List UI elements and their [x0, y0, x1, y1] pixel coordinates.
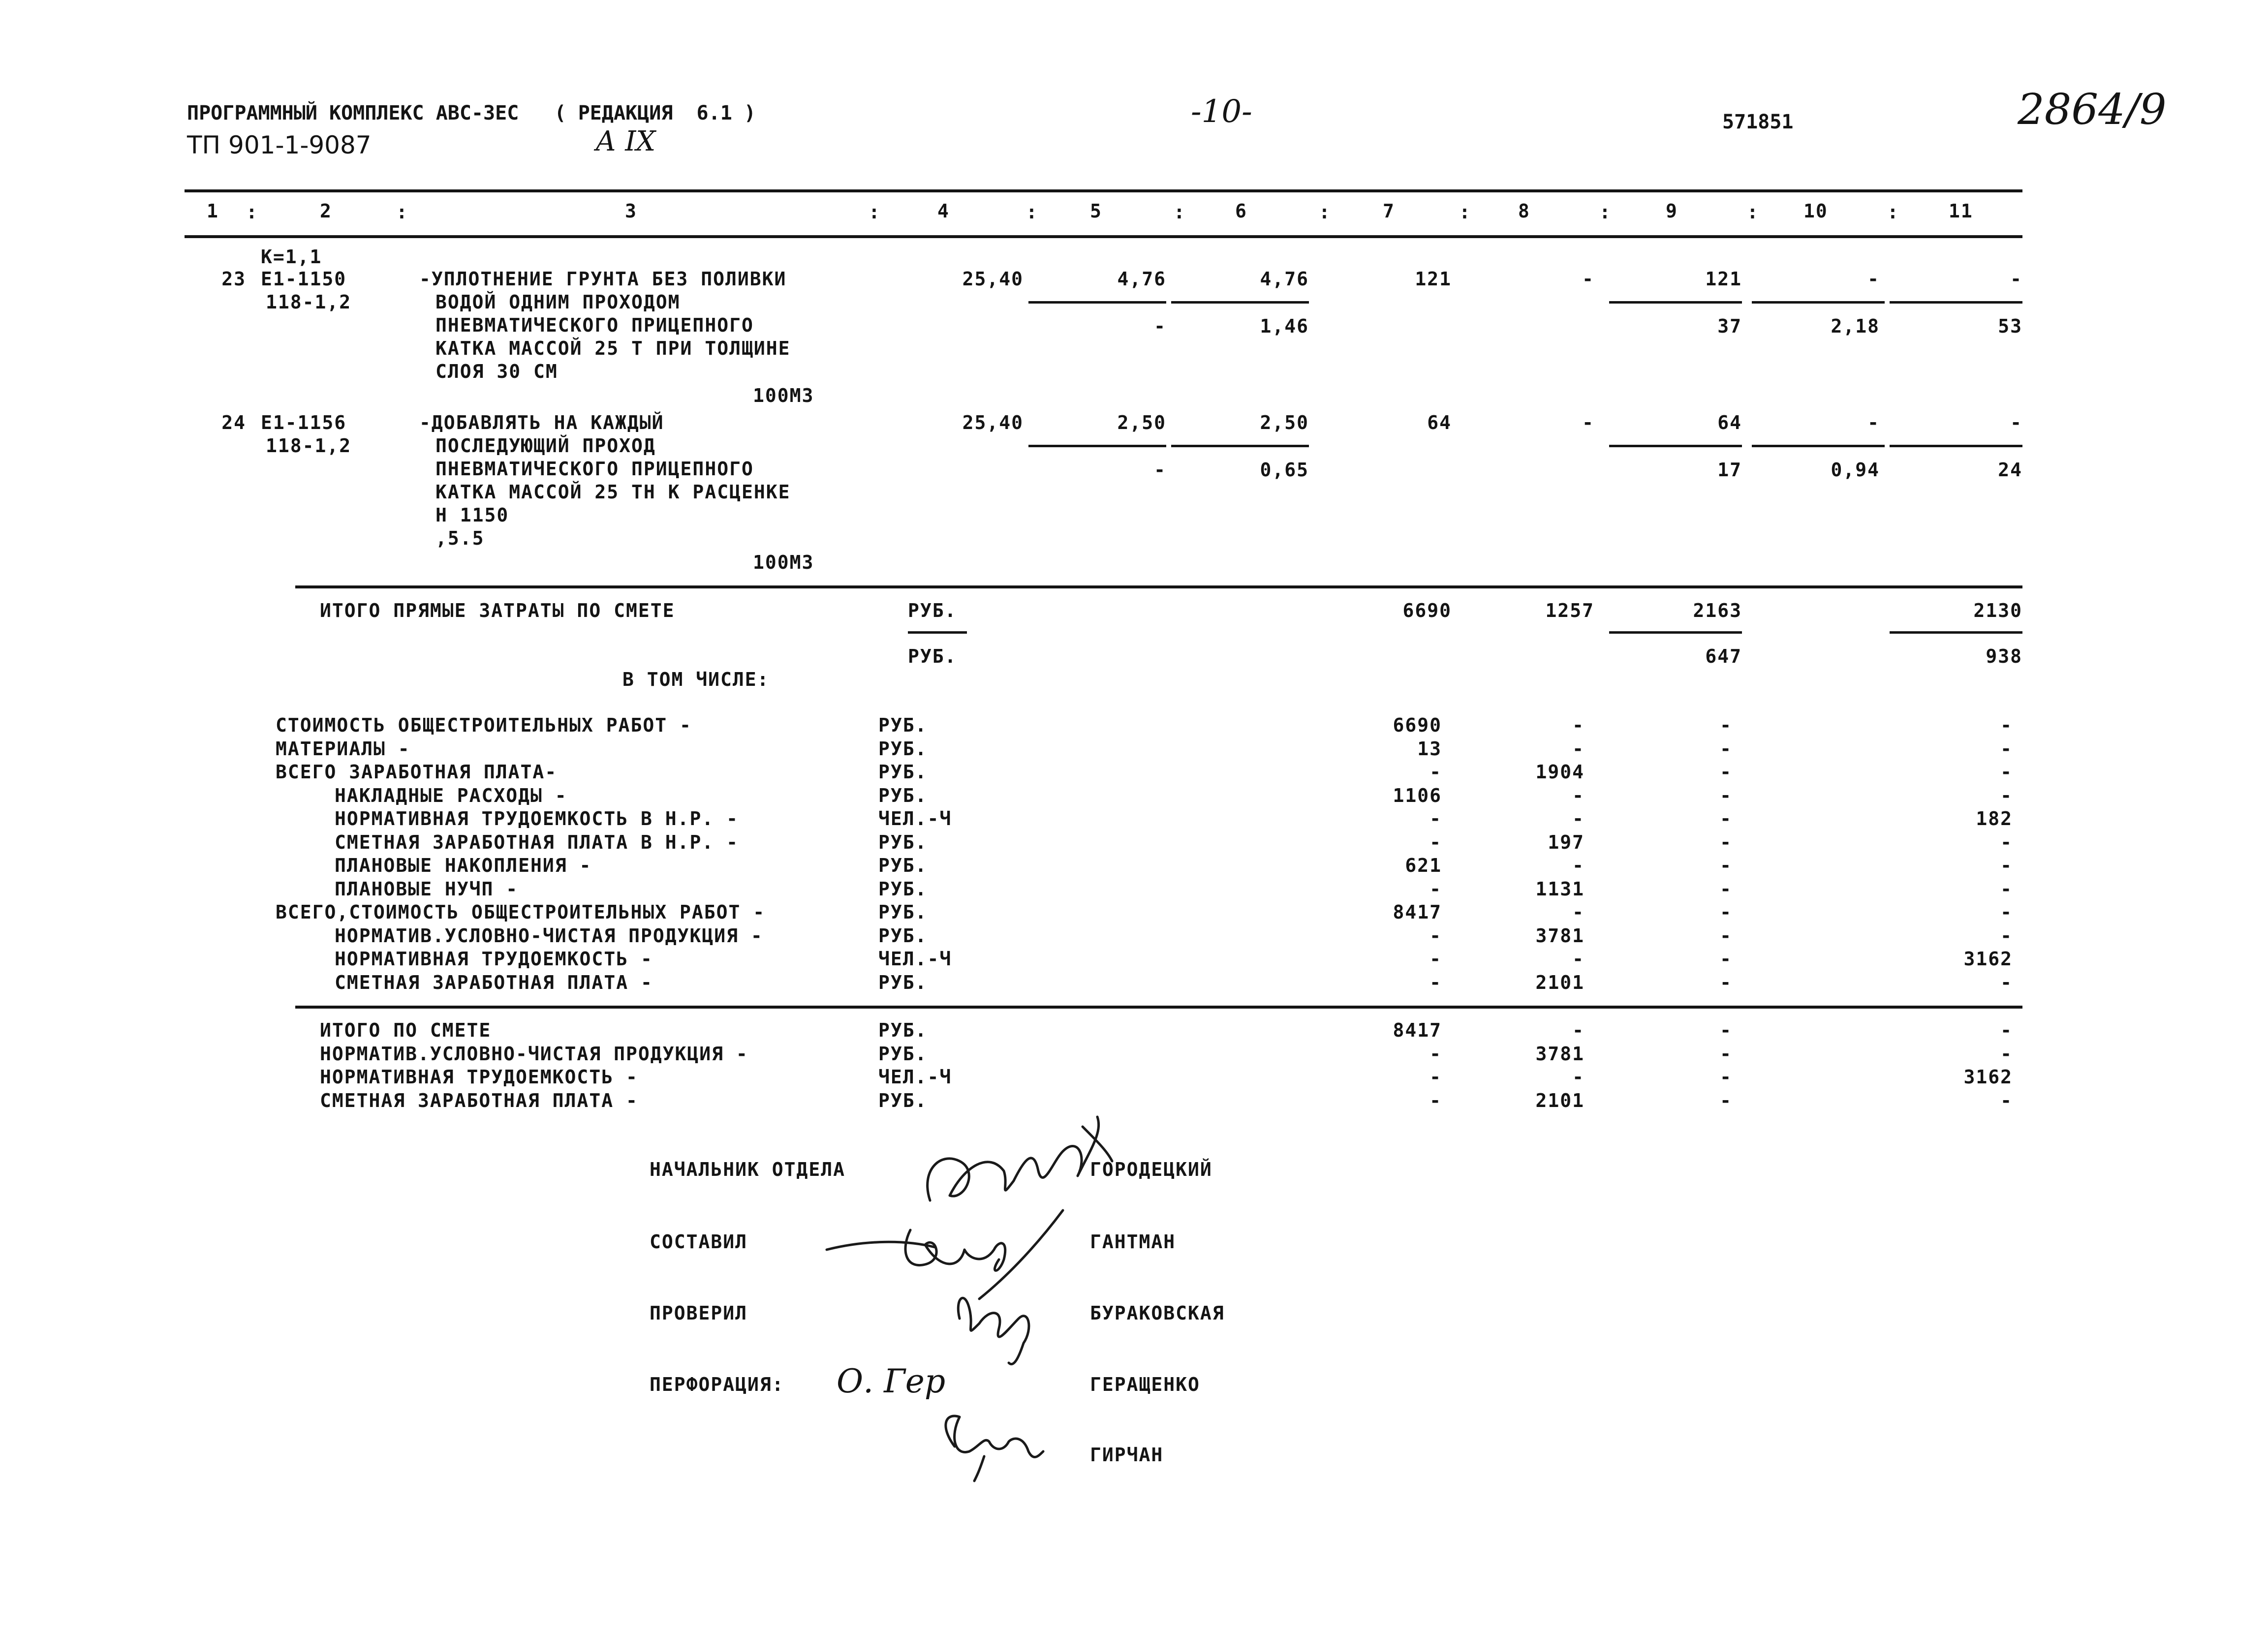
- summary-row-c9: -: [1720, 1043, 1732, 1065]
- breakdown-row-c9: -: [1720, 948, 1732, 970]
- breakdown-row-c8: 2101: [1535, 971, 1584, 993]
- column-separator: :: [1459, 201, 1471, 223]
- item-code-secondary: 118-1,2: [266, 291, 352, 313]
- breakdown-row-unit: РУБ.: [878, 901, 928, 923]
- summary-top-rule: [295, 1006, 2022, 1009]
- breakdown-row-c8: -: [1572, 714, 1584, 736]
- header-top-rule: [185, 189, 2022, 192]
- document-code: 571851: [1722, 111, 1794, 133]
- item-quantity: 25,40: [962, 412, 1024, 433]
- item-cost: 64: [1427, 412, 1452, 433]
- fraction-rule: [1171, 445, 1309, 447]
- item-description-line: СЛОЯ 30 СМ: [435, 361, 558, 382]
- page-number: -10-: [1191, 93, 1252, 130]
- column-number-4: 4: [937, 200, 950, 222]
- signature-name: ГОРОДЕЦКИЙ: [1090, 1159, 1212, 1180]
- breakdown-row-unit: РУБ.: [878, 971, 928, 993]
- item-cost-col8: -: [1582, 268, 1594, 290]
- item-code: Е1-1150: [261, 268, 347, 290]
- header-bottom-rule: [185, 235, 2022, 238]
- item-cost-col9-wage: 37: [1717, 315, 1742, 337]
- column-separator: :: [1319, 201, 1331, 223]
- breakdown-row-c9: -: [1720, 761, 1732, 783]
- breakdown-row-unit: РУБ.: [878, 714, 928, 736]
- breakdown-row-c9: -: [1720, 971, 1732, 993]
- breakdown-row-c11: -: [2000, 761, 2013, 783]
- total-direct-unit-2: РУБ.: [908, 645, 957, 667]
- breakdown-row-c8: 197: [1548, 831, 1584, 853]
- signature-role: НАЧАЛЬНИК ОТДЕЛА: [650, 1159, 846, 1180]
- signature-head-of-department: [928, 1117, 1112, 1299]
- summary-row-c9: -: [1720, 1019, 1732, 1041]
- fraction-rule: [1028, 301, 1166, 304]
- summary-row-c9: -: [1720, 1066, 1732, 1088]
- item-number: 23: [221, 268, 246, 290]
- breakdown-row-c7: -: [1429, 878, 1442, 900]
- fraction-rule: [1609, 301, 1742, 304]
- breakdown-row-unit: РУБ.: [878, 761, 928, 783]
- breakdown-row-label: МАТЕРИАЛЫ -: [276, 738, 410, 760]
- summary-row-c8: 2101: [1535, 1089, 1584, 1111]
- column-separator: :: [1887, 201, 1899, 223]
- total-direct-col11: 2130: [1973, 600, 2022, 621]
- column-number-2: 2: [320, 200, 332, 222]
- fraction-rule: [1752, 445, 1885, 447]
- column-number-11: 11: [1949, 200, 1973, 222]
- item-description-line: ,5.5: [435, 527, 485, 549]
- total-direct-col9: 2163: [1693, 600, 1742, 621]
- summary-row-unit: РУБ.: [878, 1089, 928, 1111]
- breakdown-row-unit: РУБ.: [878, 878, 928, 900]
- item-total-labor: -: [2010, 412, 2022, 433]
- breakdown-row-c7: -: [1429, 831, 1442, 853]
- summary-row-c7: -: [1429, 1066, 1442, 1088]
- item-cost: 121: [1415, 268, 1452, 290]
- item-total-labor: -: [2010, 268, 2022, 290]
- column-number-9: 9: [1666, 200, 1678, 222]
- sheet-id: 2864/9: [2018, 85, 2167, 134]
- item-cost-col9-wage: 17: [1717, 459, 1742, 481]
- breakdown-row-c7: -: [1429, 924, 1442, 947]
- column-separator: :: [246, 201, 258, 223]
- fraction-rule: [1890, 301, 2022, 304]
- summary-row-unit: РУБ.: [878, 1019, 928, 1041]
- summary-row-c8: 3781: [1535, 1043, 1584, 1065]
- breakdown-row-c11: -: [2000, 924, 2013, 947]
- summary-row-c9: -: [1720, 1089, 1732, 1111]
- breakdown-row-c11: -: [2000, 901, 2013, 923]
- item-total-labor-hours: 53: [1998, 315, 2022, 337]
- signature-role: ПРОВЕРИЛ: [650, 1302, 748, 1324]
- breakdown-row-c9: -: [1720, 808, 1732, 830]
- breakdown-row-c7: 13: [1417, 738, 1442, 760]
- item-code-secondary: 118-1,2: [266, 435, 352, 457]
- breakdown-row-c8: -: [1572, 948, 1584, 970]
- program-header: ПРОГРАММНЫЙ КОМПЛЕКС АВС-3ЕС ( РЕДАКЦИЯ 6.1 ): [187, 102, 756, 124]
- breakdown-row-c7: -: [1429, 948, 1442, 970]
- column-number-1: 1: [207, 200, 219, 222]
- item-description-line: КАТКА МАССОЙ 25 Т ПРИ ТОЛЩИНЕ: [435, 338, 791, 359]
- breakdown-row-label: ВСЕГО,СТОИМОСТЬ ОБЩЕСТРОИТЕЛЬНЫХ РАБОТ -: [276, 901, 766, 923]
- breakdown-row-c11: -: [2000, 831, 2013, 853]
- item-cost-col9: 64: [1717, 412, 1742, 433]
- album-mark: А IX: [595, 125, 656, 157]
- including-label: В ТОМ ЧИСЛЕ:: [622, 669, 770, 690]
- breakdown-row-c8: -: [1572, 855, 1584, 876]
- breakdown-row-c9: -: [1720, 878, 1732, 900]
- summary-row-c8: -: [1572, 1066, 1584, 1088]
- breakdown-row-c8: -: [1572, 901, 1584, 923]
- item-unit-price-wage: -: [1154, 459, 1166, 481]
- summary-row-c11: -: [2000, 1043, 2013, 1065]
- breakdown-row-unit: РУБ.: [878, 738, 928, 760]
- column-number-3: 3: [625, 200, 637, 222]
- item-unit-price: 4,76: [1117, 268, 1166, 290]
- breakdown-row-c8: 3781: [1535, 924, 1584, 947]
- breakdown-row-c11: -: [2000, 855, 2013, 876]
- signature-checked-by: [958, 1298, 1029, 1364]
- item-labor-hours: 2,18: [1831, 315, 1880, 337]
- column-separator: :: [396, 201, 408, 223]
- item-description-line: -ДОБАВЛЯТЬ НА КАЖДЫЙ: [419, 412, 664, 433]
- signature-name: ГИРЧАН: [1090, 1444, 1164, 1466]
- item-unit-total-wage: 1,46: [1260, 315, 1309, 337]
- item-description-line: Н 1150: [435, 504, 509, 526]
- breakdown-row-unit: РУБ.: [878, 784, 928, 806]
- breakdown-row-unit: РУБ.: [878, 855, 928, 876]
- breakdown-row-unit: РУБ.: [878, 831, 928, 853]
- signature-perforation-second: [946, 1416, 1043, 1481]
- summary-row-unit: РУБ.: [878, 1043, 928, 1065]
- breakdown-row-c7: 1106: [1393, 784, 1442, 806]
- item-labor-hours: 0,94: [1831, 459, 1880, 481]
- column-separator: :: [869, 201, 881, 223]
- column-number-8: 8: [1518, 200, 1530, 222]
- perforation-handwriting: О. Гер: [837, 1362, 946, 1400]
- total-col9-rule: [1609, 631, 1742, 634]
- summary-row-label: СМЕТНАЯ ЗАРАБОТНАЯ ПЛАТА -: [320, 1089, 638, 1111]
- item-unit-total: 2,50: [1260, 412, 1309, 433]
- breakdown-row-unit: ЧЕЛ.-Ч: [878, 948, 952, 970]
- summary-row-unit: ЧЕЛ.-Ч: [878, 1066, 952, 1088]
- breakdown-row-label: НАКЛАДНЫЕ РАСХОДЫ -: [335, 784, 567, 806]
- breakdown-row-c9: -: [1720, 714, 1732, 736]
- total-direct-col9b: 647: [1705, 645, 1742, 667]
- total-direct-col7: 6690: [1402, 600, 1452, 621]
- breakdown-row-c11: -: [2000, 738, 2013, 760]
- breakdown-row-label: НОРМАТИВ.УСЛОВНО-ЧИСТАЯ ПРОДУКЦИЯ -: [335, 924, 763, 947]
- summary-row-c7: 8417: [1393, 1019, 1442, 1041]
- item-description-line: ВОДОЙ ОДНИМ ПРОХОДОМ: [435, 291, 681, 313]
- breakdown-row-c9: -: [1720, 855, 1732, 876]
- summary-row-c7: -: [1429, 1043, 1442, 1065]
- breakdown-row-c11: 3162: [1963, 948, 2013, 970]
- summary-row-label: НОРМАТИВНАЯ ТРУДОЕМКОСТЬ -: [320, 1066, 638, 1088]
- item-unit-total-wage: 0,65: [1260, 459, 1309, 481]
- column-number-7: 7: [1383, 200, 1395, 222]
- breakdown-row-unit: ЧЕЛ.-Ч: [878, 808, 952, 830]
- breakdown-row-c7: -: [1429, 808, 1442, 830]
- signature-name: ГАНТМАН: [1090, 1231, 1176, 1253]
- breakdown-row-c7: 8417: [1393, 901, 1442, 923]
- item-description-line: ПОСЛЕДУЮЩИЙ ПРОХОД: [435, 435, 656, 457]
- breakdown-row-label: НОРМАТИВНАЯ ТРУДОЕМКОСТЬ -: [335, 948, 653, 970]
- breakdown-row-unit: РУБ.: [878, 924, 928, 947]
- breakdown-row-c11: -: [2000, 714, 2013, 736]
- breakdown-row-c9: -: [1720, 924, 1732, 947]
- breakdown-row-c8: -: [1572, 738, 1584, 760]
- signature-role: ПЕРФОРАЦИЯ:: [650, 1374, 784, 1395]
- column-number-6: 6: [1235, 200, 1247, 222]
- item-coefficient: К=1,1: [261, 246, 322, 268]
- item-description-line: ПНЕВМАТИЧЕСКОГО ПРИЦЕПНОГО: [435, 458, 754, 480]
- breakdown-row-c9: -: [1720, 738, 1732, 760]
- breakdown-row-label: СТОИМОСТЬ ОБЩЕСТРОИТЕЛЬНЫХ РАБОТ -: [276, 714, 692, 736]
- item-unit-price: 2,50: [1117, 412, 1166, 433]
- breakdown-row-c8: -: [1572, 808, 1584, 830]
- total-direct-label: ИТОГО ПРЯМЫЕ ЗАТРАТЫ ПО СМЕТЕ: [320, 600, 675, 621]
- item-number: 24: [221, 412, 246, 433]
- breakdown-row-c7: 621: [1405, 855, 1442, 876]
- signature-role: СОСТАВИЛ: [650, 1231, 748, 1253]
- signature-compiled-by: [827, 1230, 1005, 1271]
- fraction-rule: [1752, 301, 1885, 304]
- item-quantity: 25,40: [962, 268, 1024, 290]
- column-separator: :: [1747, 201, 1759, 223]
- signature-name: БУРАКОВСКАЯ: [1090, 1302, 1225, 1324]
- breakdown-row-c7: -: [1429, 761, 1442, 783]
- summary-row-c7: -: [1429, 1089, 1442, 1111]
- fraction-rule: [1171, 301, 1309, 304]
- breakdown-row-c11: -: [2000, 971, 2013, 993]
- breakdown-row-label: СМЕТНАЯ ЗАРАБОТНАЯ ПЛАТА -: [335, 971, 653, 993]
- fraction-rule: [1609, 445, 1742, 447]
- item-unit-total: 4,76: [1260, 268, 1309, 290]
- fraction-rule: [1028, 445, 1166, 447]
- item-unit: 100М3: [753, 552, 814, 573]
- summary-row-c8: -: [1572, 1019, 1584, 1041]
- summary-row-c11: -: [2000, 1089, 2013, 1111]
- item-description-line: -УПЛОТНЕНИЕ ГРУНТА БЕЗ ПОЛИВКИ: [419, 268, 787, 290]
- summary-row-c11: 3162: [1963, 1066, 2013, 1088]
- breakdown-row-c8: -: [1572, 784, 1584, 806]
- total-unit-rule: [908, 631, 967, 634]
- column-number-5: 5: [1090, 200, 1102, 222]
- breakdown-row-label: СМЕТНАЯ ЗАРАБОТНАЯ ПЛАТА В Н.Р. -: [335, 831, 739, 853]
- breakdown-row-c7: 6690: [1393, 714, 1442, 736]
- summary-row-c11: -: [2000, 1019, 2013, 1041]
- column-number-10: 10: [1803, 200, 1828, 222]
- breakdown-row-c8: 1904: [1535, 761, 1584, 783]
- summary-row-label: НОРМАТИВ.УСЛОВНО-ЧИСТАЯ ПРОДУКЦИЯ -: [320, 1043, 748, 1065]
- item-labor: -: [1867, 412, 1880, 433]
- breakdown-row-c11: -: [2000, 784, 2013, 806]
- breakdown-row-label: ПЛАНОВЫЕ НАКОПЛЕНИЯ -: [335, 855, 592, 876]
- breakdown-row-label: ПЛАНОВЫЕ НУЧП -: [335, 878, 519, 900]
- breakdown-row-c8: 1131: [1535, 878, 1584, 900]
- total-col11-rule: [1890, 631, 2022, 634]
- column-separator: :: [1174, 201, 1186, 223]
- breakdown-row-label: ВСЕГО ЗАРАБОТНАЯ ПЛАТА-: [276, 761, 558, 783]
- item-cost-col9: 121: [1705, 268, 1742, 290]
- item-unit: 100М3: [753, 385, 814, 406]
- column-separator: :: [1026, 201, 1038, 223]
- total-direct-col11b: 938: [1986, 645, 2022, 667]
- total-direct-unit: РУБ.: [908, 600, 957, 621]
- item-description-line: КАТКА МАССОЙ 25 ТН К РАСЦЕНКЕ: [435, 481, 791, 503]
- item-cost-col8: -: [1582, 412, 1594, 433]
- total-direct-col8: 1257: [1545, 600, 1594, 621]
- breakdown-row-c9: -: [1720, 784, 1732, 806]
- item-total-labor-hours: 24: [1998, 459, 2022, 481]
- breakdown-row-c9: -: [1720, 901, 1732, 923]
- project-code: ТП 901-1-9087: [187, 131, 372, 159]
- item-description-line: ПНЕВМАТИЧЕСКОГО ПРИЦЕПНОГО: [435, 314, 754, 336]
- total-top-rule: [295, 585, 2022, 588]
- breakdown-row-c9: -: [1720, 831, 1732, 853]
- item-unit-price-wage: -: [1154, 315, 1166, 337]
- breakdown-row-c11: -: [2000, 878, 2013, 900]
- breakdown-row-c11: 182: [1976, 808, 2013, 830]
- breakdown-row-c7: -: [1429, 971, 1442, 993]
- summary-row-label: ИТОГО ПО СМЕТЕ: [320, 1019, 492, 1041]
- fraction-rule: [1890, 445, 2022, 447]
- signature-name: ГЕРАЩЕНКО: [1090, 1374, 1200, 1395]
- column-separator: :: [1599, 201, 1612, 223]
- item-code: Е1-1156: [261, 412, 347, 433]
- item-labor: -: [1867, 268, 1880, 290]
- breakdown-row-label: НОРМАТИВНАЯ ТРУДОЕМКОСТЬ В Н.Р. -: [335, 808, 739, 830]
